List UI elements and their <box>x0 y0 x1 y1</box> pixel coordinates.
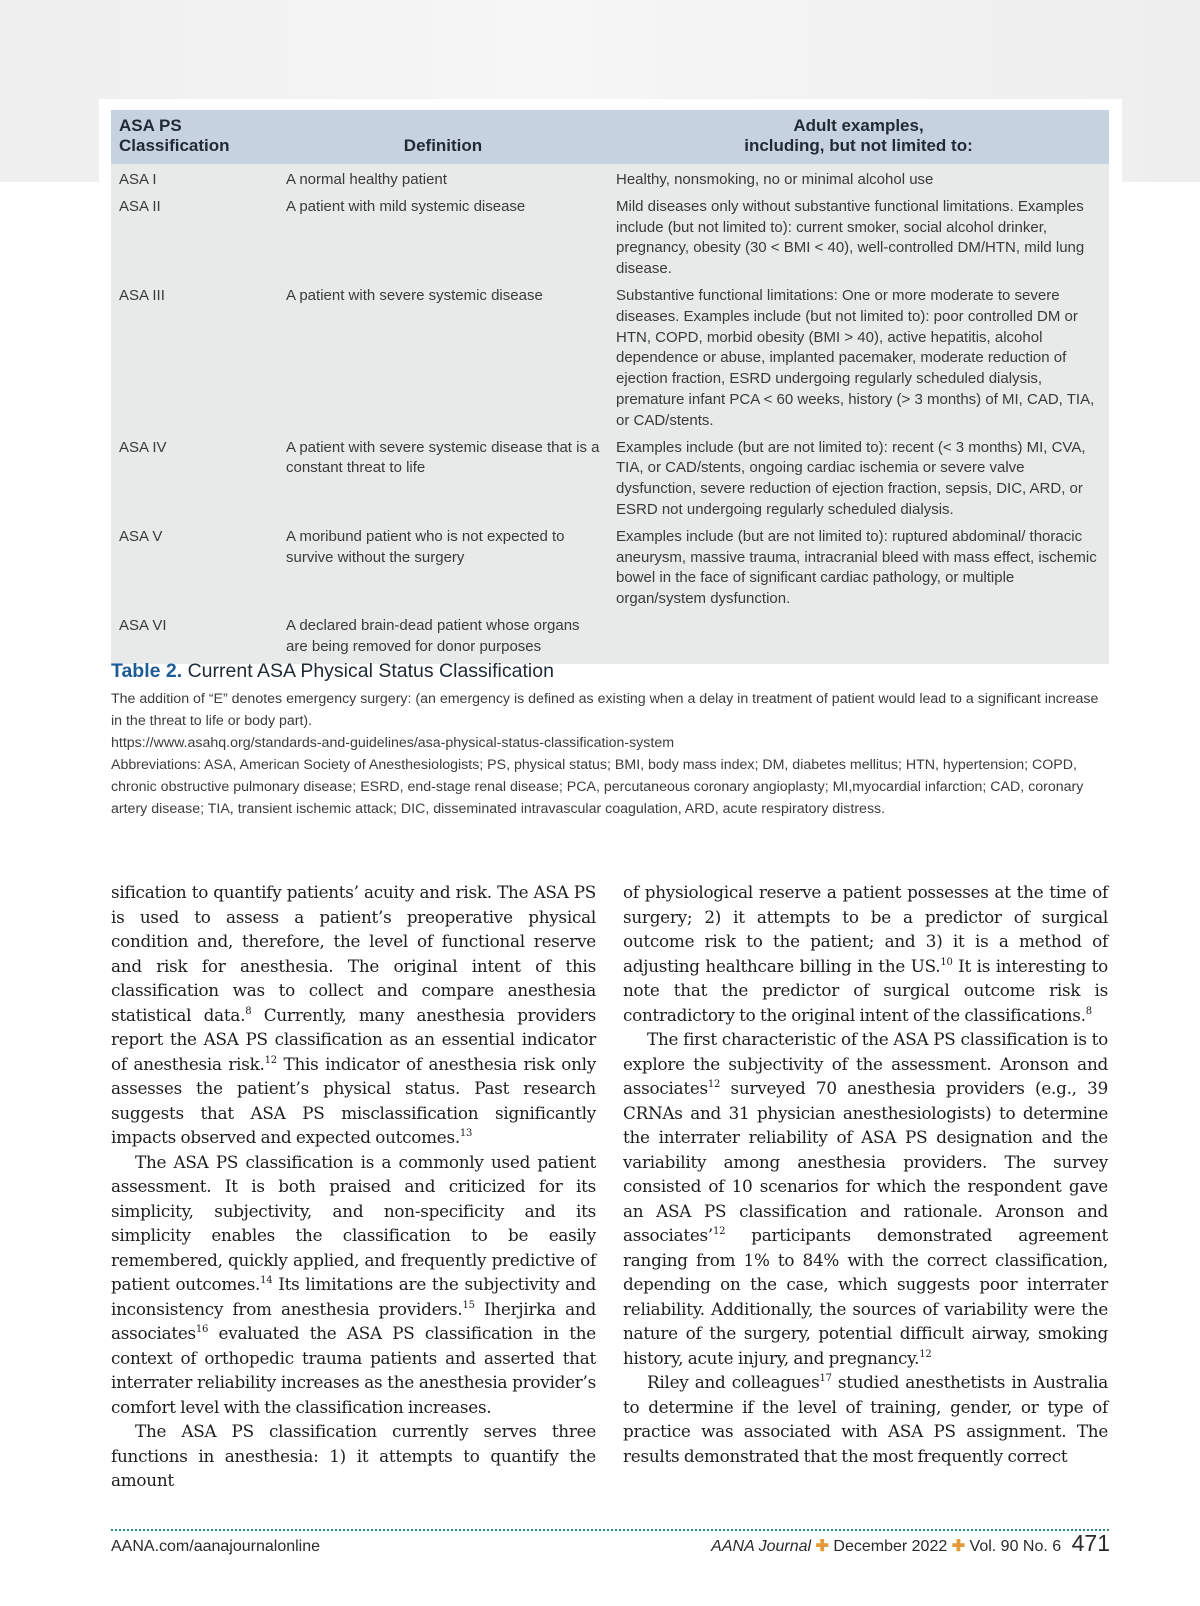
volume-number: Vol. 90 No. 6 <box>969 1538 1062 1555</box>
row-examples: Healthy, nonsmoking, no or minimal alcohol use <box>608 164 1109 195</box>
citation: 13 <box>459 1128 473 1139</box>
text-run: The first characteristic of the ASA PS classification is to explore the subjectivity of the assessment. Aronson and associates <box>623 1029 1108 1098</box>
text-run: This indicator of anesthesia risk only assesses the patient’s physical status. Past research suggests that ASA PS misclassification significantly impacts observed and expected outcomes. <box>111 1053 597 1147</box>
row-examples: Examples include (but are not limited to): ruptured abdominal/ thoracic aneurysm, massive trauma, intracranial bleed with mass effect, ischemic bowel in the face of significant cardiac pathology, or multiple organ/system dysfunction. <box>608 525 1109 614</box>
caption-notes <box>111 688 1101 820</box>
text-run: surveyed 70 anesthesia providers (e.g., 39 CRNAs and 31 physician anesthesiologists) to determine the interrater reliability of ASA PS designation and the variability among anesthesia providers. The survey consisted of 10 scenarios for which the respondent gave an ASA PS classification and rationale. Aronson and associates’ <box>623 1078 1108 1245</box>
row-definition: A declared brain-dead patient whose organs are being removed for donor purposes <box>278 614 608 664</box>
text-run: The ASA PS classification currently serves three functions in anesthesia: 1) it attempts to quantify the amount <box>111 1421 596 1490</box>
journal-name: AANA Journal <box>711 1538 812 1555</box>
citation: 17 <box>819 1373 832 1384</box>
row-examples: Examples include (but are not limited to): recent (< 3 months) MI, CVA, TIA, or CAD/stents, ongoing cardiac ischemia or severe valve dysfunction, severe reduction of ejection fraction, sepsis, DIC, ARD, or ESRD not undergoing regularly scheduled dialysis. <box>608 436 1109 525</box>
row-definition: A normal healthy patient <box>278 164 608 195</box>
citation: 12 <box>264 1054 277 1066</box>
body-paragraph <box>111 1419 596 1493</box>
table-row <box>111 284 1109 436</box>
row-classification: ASA II <box>111 195 278 284</box>
caption-title <box>111 658 1101 684</box>
caption-title-text: Current ASA Physical Status Classification <box>187 660 554 682</box>
citation: 8 <box>245 1005 252 1017</box>
row-examples: Substantive functional limitations: One or more moderate to severe diseases. Examples include (but not limited to): poor controlled DM or HTN, COPD, morbid obesity (BMI > 40), active hepatitis, alcohol dependence or abuse, implanted pacemaker, moderate reduction of ejection fraction, ESRD undergoing regularly scheduled dialysis, premature infant PCA < 60 weeks, history (> 3 months) of MI, CAD, TIA, or CAD/stents. <box>608 284 1109 436</box>
text-run: Its limitations are the subjectivity and inconsistency from anesthesia providers. <box>111 1274 596 1319</box>
text-run: The ASA PS classification is a commonly used patient assessment. It is both praised and criticized for its simplicity, subjectivity, and non-specificity and its simplicity enables the classification to be easily remembered, quickly applied, and frequently predictive of patient outcomes. <box>111 1151 596 1294</box>
footer-website-link[interactable]: AANA.com/aanajournalonline <box>111 1538 321 1555</box>
text-run: evaluated the ASA PS classification in the context of orthopedic trauma patients and asserted that interrater reliability increases as the anesthesia provider’s comfort level with the classification increases. <box>111 1323 596 1417</box>
row-definition: A patient with mild systemic disease <box>278 195 608 284</box>
citation: 8 <box>1085 1005 1092 1017</box>
header-examples: Adult examples, including, but not limited to: <box>608 110 1109 164</box>
table-row <box>111 525 1109 614</box>
text-run: Iherjirka and associates <box>111 1298 596 1343</box>
caption-note-url: https://www.asahq.org/standards-and-guidelines/asa-physical-status-classification-system <box>111 735 675 751</box>
text-run: of physiological reserve a patient possesses at the time of surgery; 2) it attempts to be a predictor of surgical outcome risk to the patient; and 3) it is a method of adjusting healthcare billing in the US. <box>623 882 1108 976</box>
table-row <box>111 436 1109 525</box>
row-definition: A moribund patient who is not expected to survive without the surgery <box>278 525 608 614</box>
table-header-row <box>111 110 1109 164</box>
page-number: 471 <box>1071 1530 1110 1556</box>
row-classification: ASA V <box>111 525 278 614</box>
body-paragraph <box>111 1150 596 1420</box>
plus-icon: ✚ <box>951 1538 966 1555</box>
body-column-right <box>623 880 1108 1468</box>
header-classification: ASA PS Classification <box>111 110 278 164</box>
body-paragraph <box>623 1370 1108 1468</box>
row-definition: A patient with severe systemic disease <box>278 284 608 436</box>
issue-date: December 2022 <box>833 1538 948 1555</box>
citation: 10 <box>940 956 953 968</box>
row-classification: ASA IV <box>111 436 278 525</box>
text-run: sification to quantify patients’ acuity and risk. The ASA PS is used to assess a patient’s preoperative physical condition and, therefore, the level of functional reserve and risk for anesthesia. The original intent of this classification was to collect and compare anesthesia statistical data. <box>111 882 596 1025</box>
table-row <box>111 195 1109 284</box>
body-paragraph <box>623 1027 1108 1370</box>
citation: 14 <box>260 1275 273 1286</box>
asa-classification-table <box>111 110 1109 664</box>
table-row <box>111 164 1109 195</box>
citation: 12 <box>919 1348 932 1360</box>
row-classification: ASA VI <box>111 614 278 664</box>
citation: 12 <box>712 1226 726 1237</box>
text-run: It is interesting to note that the predictor of surgical outcome risk is contradictory to the original intent of the classifications. <box>623 955 1108 1025</box>
body-paragraph <box>623 880 1108 1027</box>
row-examples <box>608 614 1109 664</box>
text-run: participants demonstrated agreement ranging from 1% to 84% with the correct classification, depending on the case, which suggests poor interrater reliability. Additionally, the sources of variability were the nature of the surgery, potential difficult airway, smoking history, acute injury, and pregnancy. <box>623 1225 1108 1368</box>
text-run: Riley and colleagues <box>647 1372 820 1392</box>
citation: 12 <box>707 1079 721 1090</box>
caption-note-emergency: The addition of “E” denotes emergency surgery: (an emergency is defined as existing when a delay in treatment of patient would lead to a significant increase in the threat to life or body part). <box>111 691 1099 729</box>
caption-label: Table 2. <box>111 660 183 682</box>
citation: 16 <box>195 1324 209 1335</box>
citation: 15 <box>462 1299 475 1311</box>
header-definition: Definition <box>278 110 608 164</box>
caption-note-abbreviations: Abbreviations: ASA, American Society of Anesthesiologists; PS, physical status; BMI, body mass index; DM, diabetes mellitus; HTN, hypertension; COPD, chronic obstructive pulmonary disease; ESRD, end-stage renal disease; PCA, percutaneous coronary angioplasty; MI,myocardial infarction; CAD, coronary artery disease; TIA, transient ischemic attack; DIC, disseminated intravascular coagulation, ARD, acute respiratory distress. <box>111 757 1084 817</box>
text-run: studied anesthetists in Australia to determine if the level of training, gender, or type of practice was associated with ASA PS assignment. The results demonstrated that the most frequently correct <box>623 1372 1108 1466</box>
body-column-left <box>111 880 596 1493</box>
body-paragraph <box>111 880 596 1150</box>
text-run: Currently, many anesthesia providers report the ASA PS classification as an essential indicator of anesthesia risk. <box>111 1004 596 1074</box>
table-row <box>111 614 1109 664</box>
footer-journal-info <box>711 1530 1110 1557</box>
row-definition: A patient with severe systemic disease that is a constant threat to life <box>278 436 608 525</box>
row-examples: Mild diseases only without substantive functional limitations. Examples include (but not limited to): current smoker, social alcohol drinker, pregnancy, obesity (30 < BMI < 40), well-controlled DM/HTN, mild lung disease. <box>608 195 1109 284</box>
table-caption <box>111 658 1101 820</box>
row-classification: ASA I <box>111 164 278 195</box>
row-classification: ASA III <box>111 284 278 436</box>
plus-icon: ✚ <box>815 1538 829 1555</box>
